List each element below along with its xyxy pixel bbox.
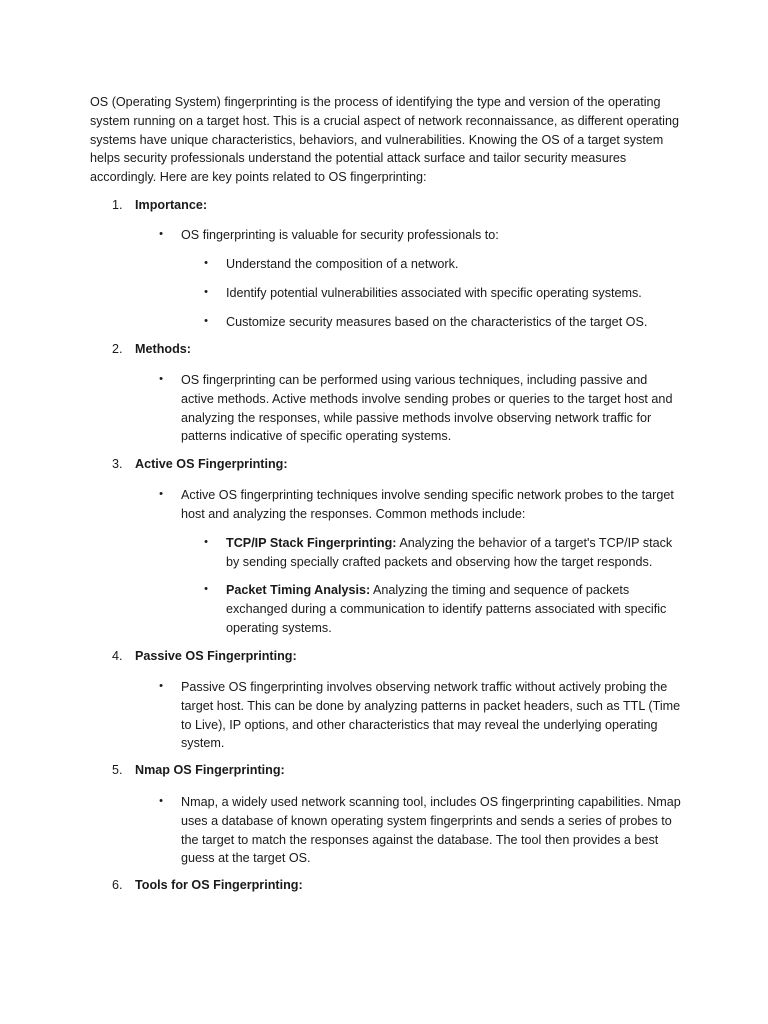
list-item: Passive OS fingerprinting involves observing network traffic without actively probing the target host. This can be done by analyzing patterns in packet headers, such as TTL (Time to Live), IP options, and other characteristics that may reveal the underlying operating system.	[181, 680, 681, 751]
bullet-icon: •	[159, 373, 163, 385]
section-heading: Nmap OS Fingerprinting:	[135, 763, 285, 777]
bullet-icon: •	[204, 257, 208, 269]
list-item: Nmap, a widely used network scanning tool, includes OS fingerprinting capabilities. Nmap uses a database of known operating system fingerprints and sends a series of probes to the target to match the responses against the database. The tool then provides a best guess at the target OS.	[181, 795, 681, 866]
section-number: 3.	[112, 457, 123, 471]
section-number: 6.	[112, 878, 123, 892]
bullet-icon: •	[159, 228, 163, 240]
intro-paragraph: OS (Operating System) fingerprinting is the process of identifying the type and version of the operating system running on a target host. This is a crucial aspect of network reconnaissance, as different operating systems have unique characteristics, behaviors, and vulnerabilities. Knowing the OS of a target system helps security professionals understand the potential attack surface and tailor security measures accordingly. Here are key points related to OS fingerprinting:	[90, 95, 679, 185]
bullet-icon: •	[204, 536, 208, 548]
bullet-icon: •	[159, 680, 163, 692]
sub-list-item: Understand the composition of a network.	[226, 257, 459, 271]
sub-item-label: Packet Timing Analysis:	[226, 583, 371, 597]
sub-list-item: Identify potential vulnerabilities associated with specific operating systems.	[226, 286, 642, 300]
bullet-icon: •	[204, 315, 208, 327]
list-item: Active OS fingerprinting techniques involve sending specific network probes to the target host and analyzing the responses. Common methods include:	[181, 488, 674, 521]
bullet-icon: •	[159, 488, 163, 500]
section-number: 2.	[112, 342, 123, 356]
section-number: 4.	[112, 649, 123, 663]
bullet-icon: •	[204, 583, 208, 595]
section-number: 5.	[112, 763, 123, 777]
section-heading: Active OS Fingerprinting:	[135, 457, 288, 471]
sub-list-item: Customize security measures based on the characteristics of the target OS.	[226, 315, 648, 329]
section-heading: Tools for OS Fingerprinting:	[135, 878, 303, 892]
sub-item-label: TCP/IP Stack Fingerprinting:	[226, 536, 397, 550]
bullet-icon: •	[159, 795, 163, 807]
list-item: OS fingerprinting is valuable for security professionals to:	[181, 228, 499, 242]
section-heading: Methods:	[135, 342, 191, 356]
bullet-icon: •	[204, 286, 208, 298]
list-item: OS fingerprinting can be performed using various techniques, including passive and active methods. Active methods involve sending probes or queries to the target host and analyzing the responses, while passive methods involve observing network traffic for patterns indicative of specific operating systems.	[181, 373, 673, 444]
section-number: 1.	[112, 198, 123, 212]
sub-item-text: Analyzing the behavior of a target's TCP/IP stack by sending specially crafted packets and observing how the target responds.	[226, 536, 673, 569]
section-heading: Importance:	[135, 198, 208, 212]
sub-item-text: Analyzing the timing and sequence of packets exchanged during a communication to identify patterns associated with specific operating systems.	[226, 583, 667, 635]
sub-list-item	[226, 581, 681, 637]
sub-list-item	[226, 534, 681, 572]
section-heading: Passive OS Fingerprinting:	[135, 649, 297, 663]
